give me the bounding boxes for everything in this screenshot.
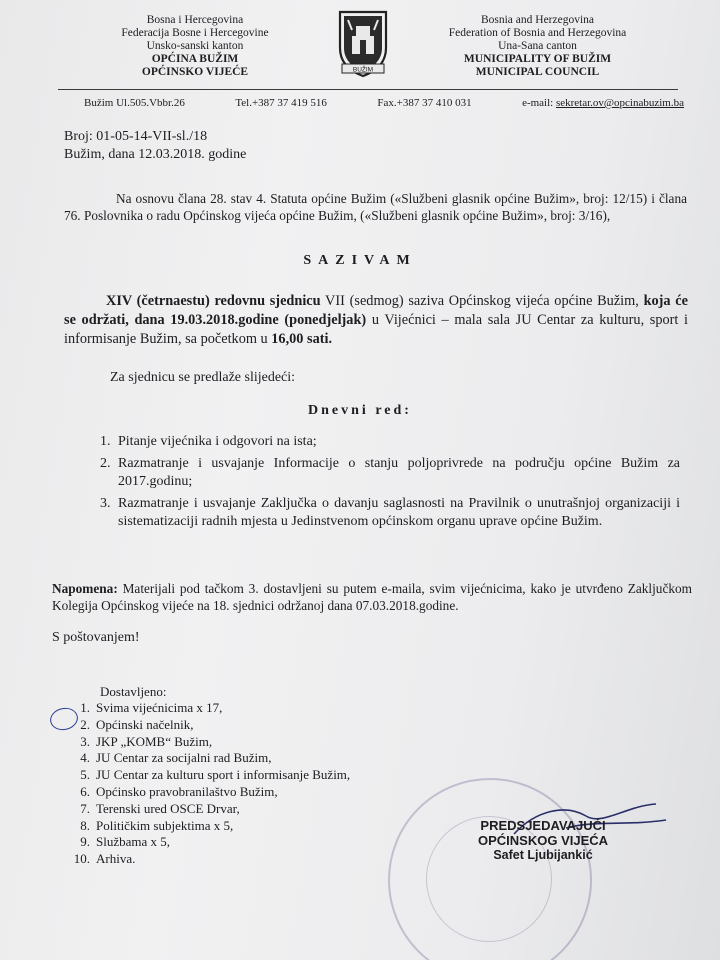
agenda-item-number: 1. [100,434,111,449]
header-left-line-3: Unsko-sanski kanton [146,40,244,52]
crest-banner-text: BUŽIM [352,66,374,74]
header-right-line-3: Una-Sana canton [498,40,577,52]
header-right [420,14,655,79]
delivered-item [64,834,350,851]
agenda-item [100,495,680,531]
header-right-line-5: MUNICIPAL COUNCIL [475,66,600,78]
delivered-text: Općinski načelnik, [96,716,194,732]
delivered-text: JKP „KOMB“ Bužim, [96,733,213,749]
note-label: Napomena: [52,581,118,596]
delivered-item [64,784,350,801]
delivered-number: 8. [80,817,90,833]
delivered-item [64,818,350,835]
agenda-item-text: Razmatranje i usvajanje Informacije o stanju poljoprivrede na području općine Bužim za 2017.godinu; [118,456,680,489]
session-part-5: 16,00 sati. [271,331,333,347]
delivered-item [64,801,350,818]
delivered-number: 6. [80,783,90,799]
delivered-number: 7. [80,800,90,816]
delivered-number: 5. [80,767,90,783]
delivered-text: Službama x 5, [96,834,171,850]
header-left-line-1: Bosna i Hercegovina [146,14,244,26]
header-right-line-4: MUNICIPALITY OF BUŽIM [463,53,612,65]
session-paragraph [64,292,688,349]
signer-role-2: OPĆINSKOG VIJEĆA [478,833,609,848]
delivered-number: 3. [80,733,90,749]
note-paragraph [52,580,692,614]
header-left [100,14,290,79]
session-part-2: VII (sedmog) saziva Općinskog vijeća općine Bužim, [320,293,644,309]
agenda-item-number: 3. [100,496,111,511]
delivered-number: 2. [80,716,90,732]
contact-email-label: e-mail: [522,97,556,109]
reference-date: Bužim, dana 12.03.2018. godine [64,147,247,162]
agenda-item-number: 2. [100,456,111,471]
delivered-list [64,700,350,868]
closing-regards: S poštovanjem! [52,630,140,645]
agenda-title: Dnevni red: [308,403,412,418]
document-reference [64,128,246,164]
proposal-line: Za sjednicu se predlaže slijedeći: [110,370,296,385]
delivered-text: Političkim subjektima x 5, [96,817,234,833]
delivered-text: Svima vijećnicima x 17, [96,700,223,715]
agenda-list [100,433,680,535]
agenda-item-text: Razmatranje i usvajanje Zaključka o davanju saglasnosti na Pravilnik o unutrašnjoj organizaciji i sistematizaciji radnih mjesta u Jedinstvenom općinskom organu uprave općine Bužim. [118,496,680,529]
header-left-line-5: OPĆINSKO VIJEĆE [141,66,249,78]
contact-email [522,97,684,109]
delivered-text: JU Centar za kulturu sport i informisanje Bužim, [96,767,351,783]
intro-paragraph: Na osnovu člana 28. stav 4. Statuta općine Bužim («Službeni glasnik općine Bužim», broj: 12/15) i člana 76. Poslovnika o radu Općinskog vijeća općine Bužim, («Službeni glasnik općine Bužim», broj: 3/16), [64,191,687,223]
contact-fax: Fax.+387 37 410 031 [377,97,472,109]
header-left-line-4: OPĆINA BUŽIM [151,53,239,65]
session-part-3: koja će se održati, dana 19.03.2018.godine (ponedjeljak) [64,293,688,328]
delivered-text: Općinsko pravobranilaštvo Bužim, [96,783,278,799]
delivered-title: Dostavljeno: [100,684,167,699]
signature-block [478,818,608,863]
header-right-line-2: Federation of Bosnia and Herzegovina [448,27,627,39]
header-left-line-2: Federacija Bosne i Hercegovine [121,27,269,39]
delivered-number: 9. [80,834,90,850]
delivered-text: JU Centar za socijalni rad Bužim, [96,750,272,766]
delivered-item [64,700,350,717]
session-part-1: XIV (četrnaestu) redovnu sjednicu [106,293,321,309]
note-text: Materijali pod tačkom 3. dostavljeni su putem e-maila, svim vijećnicima, kako je utvrđeno Zaključkom Kolegija Općinskog vijeće na 18. sjednici održanoj dana 07.03.2018.godine. [52,581,692,613]
session-part-4: u Vijećnici – mala sala JU Centar za kulturu, sport i informisanje Bužim, sa početkom u [64,312,689,347]
agenda-item [100,455,680,491]
delivered-number: 10. [73,851,90,867]
contact-email-link[interactable]: sekretar.ov@opcinabuzim.ba [555,97,684,109]
delivered-number: 1. [80,700,90,715]
signer-name: Safet Ljubijankić [493,848,593,862]
reference-number: Broj: 01-05-14-VII-sl./18 [64,129,208,144]
delivered-text: Arhiva. [96,851,136,867]
header-right-line-1: Bosnia and Herzegovina [480,14,595,26]
delivered-item [64,734,350,751]
agenda-item-text: Pitanje vijećnika i odgovori na ista; [118,434,317,449]
contact-line [84,97,684,109]
contact-tel: Tel.+387 37 419 516 [235,97,327,109]
signer-role-1: PREDSJEDAVAJUĆI [480,818,606,833]
delivered-item [64,717,350,734]
contact-address: Bužim Ul.505.Vbbr.26 [84,97,185,109]
document-title: SAZIVAM [303,253,417,268]
delivered-item [64,851,350,868]
delivered-item [64,750,350,767]
agenda-item [100,433,680,451]
delivered-text: Terenski ured OSCE Drvar, [96,800,240,816]
delivered-item [64,767,350,784]
delivered-number: 4. [80,750,90,766]
municipal-coat-of-arms-icon [334,8,392,80]
header-divider [58,89,678,90]
